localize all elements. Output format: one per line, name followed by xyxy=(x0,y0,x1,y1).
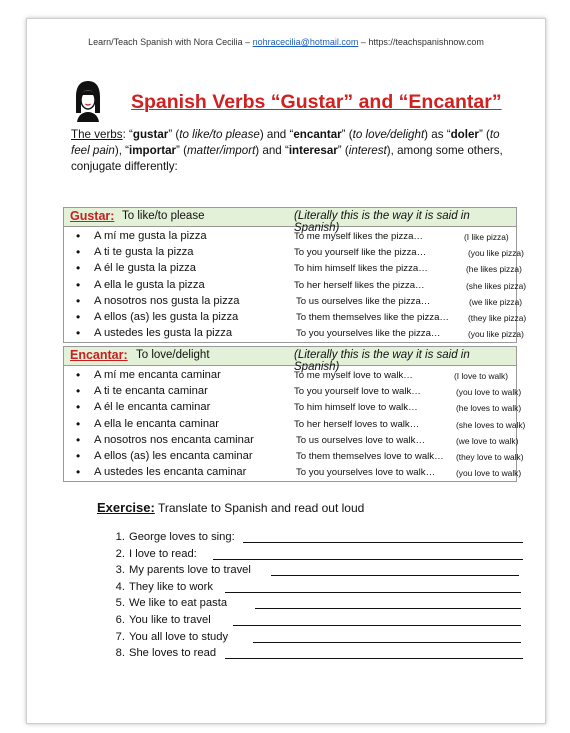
exercise-item xyxy=(113,581,533,598)
literal-translation: To her herself likes the pizza… xyxy=(294,279,425,291)
intro-text: ” ( xyxy=(341,128,353,141)
item-number: 4. xyxy=(115,580,125,593)
exercise-item xyxy=(113,548,533,565)
literal-note: (Literally this is the way it is said in Spanish) xyxy=(294,210,470,234)
verb-encantar: encantar xyxy=(293,128,342,141)
meaning-note: (he loves to walk) xyxy=(456,403,522,414)
spanish-sentence: A él le gusta la pizza xyxy=(94,262,196,275)
table-row xyxy=(64,400,522,416)
table-row xyxy=(64,416,526,433)
literal-translation: To you yourselves like the pizza… xyxy=(296,328,441,340)
table-row xyxy=(64,277,527,294)
encantar-meaning: To love/delight xyxy=(136,349,210,361)
answer-line[interactable] xyxy=(271,575,519,576)
table-row xyxy=(64,384,522,400)
intro-text: ), “ xyxy=(114,144,130,157)
gustar-meaning: To like/to please xyxy=(122,210,205,222)
meaning-note: (they love to walk) xyxy=(456,451,524,462)
title-row xyxy=(73,77,513,127)
intro-text: ” ( xyxy=(176,144,187,157)
literal-note: (Literally this is the way it is said in Spanish) xyxy=(294,349,470,373)
table-row xyxy=(64,309,527,326)
item-prompt: I love to read: xyxy=(129,547,197,560)
exercise-heading xyxy=(97,500,364,515)
literal-translation: To me myself love to walk… xyxy=(294,370,413,381)
spanish-sentence: A ellos (as) les gusta la pizza xyxy=(94,310,239,323)
table-row xyxy=(64,448,524,465)
literal-translation: To you yourselves love to walk… xyxy=(296,467,436,479)
item-prompt: My parents love to travel xyxy=(129,564,251,577)
item-number: 3. xyxy=(115,564,125,577)
exercise-item xyxy=(113,647,533,664)
table-row xyxy=(64,368,516,384)
item-number: 8. xyxy=(115,647,125,660)
meaning-note: (he likes pizza) xyxy=(466,264,522,275)
spanish-sentence: A ella le gusta la pizza xyxy=(94,278,205,291)
literal-translation: To you yourself like the pizza… xyxy=(294,247,427,259)
exercise-item xyxy=(113,614,533,631)
exercise-item xyxy=(113,531,533,548)
table-row xyxy=(64,261,522,277)
bullet-dot-icon: • xyxy=(76,326,81,341)
meaning-note: (you love to walk) xyxy=(456,468,522,479)
intro-text: ” ( xyxy=(478,128,490,141)
intro-text: ) and “ xyxy=(255,144,289,157)
exercise-item xyxy=(113,597,533,614)
spanish-sentence: A mí me encanta caminar xyxy=(94,369,221,381)
bullet-dot-icon: • xyxy=(76,400,81,415)
verb-gustar: gustar xyxy=(132,128,169,141)
spanish-sentence: A ustedes les encanta caminar xyxy=(94,466,247,479)
item-prompt: George loves to sing: xyxy=(129,531,235,543)
gustar-rows xyxy=(64,227,527,342)
header-prefix: Learn/Teach Spanish with Nora Cecilia – xyxy=(88,37,253,47)
intro-text: : “ xyxy=(122,128,133,141)
table-row xyxy=(64,326,524,342)
gustar-table-header xyxy=(64,208,516,234)
item-prompt: You like to travel xyxy=(129,613,211,626)
intro-text: ” ( xyxy=(337,144,349,157)
meaning-note: (you like pizza) xyxy=(468,248,524,259)
girl-face-icon xyxy=(73,79,103,123)
header-suffix: – https://teachspanishnow.com xyxy=(358,37,484,47)
table-row xyxy=(64,293,523,310)
literal-translation: To him himself likes the pizza… xyxy=(294,263,428,275)
meaning-note: (you like pizza) xyxy=(468,329,524,340)
verb-meaning: to like/to please xyxy=(179,128,260,141)
exercise-item xyxy=(113,564,533,581)
answer-line[interactable] xyxy=(233,625,521,626)
answer-line[interactable] xyxy=(225,658,523,659)
table-row xyxy=(64,465,522,481)
bullet-dot-icon: • xyxy=(76,309,81,324)
verb-importar: importar xyxy=(129,144,177,157)
meaning-note: (you love to walk) xyxy=(456,387,522,398)
spanish-sentence: A ella le encanta caminar xyxy=(94,417,220,430)
meaning-note: (they like pizza) xyxy=(468,312,527,323)
bullet-dot-icon: • xyxy=(76,277,81,292)
intro-text: ) and “ xyxy=(259,128,294,141)
bullet-dot-icon: • xyxy=(76,448,81,463)
meaning-note: (we like pizza) xyxy=(469,296,523,307)
email-link[interactable]: nohracecilia@hotmail.com xyxy=(252,37,359,47)
spanish-sentence: A nosotros nos encanta caminar xyxy=(94,433,254,446)
gustar-heading: Gustar: xyxy=(70,209,115,223)
intro-paragraph xyxy=(71,127,511,175)
encantar-rows xyxy=(64,366,526,481)
bullet-dot-icon: • xyxy=(76,261,81,276)
meaning-note: (I love to walk) xyxy=(454,371,508,381)
bullet-dot-icon: • xyxy=(76,229,81,243)
verb-meaning: matter/import xyxy=(187,144,256,157)
exercise-label: Exercise: xyxy=(97,500,155,515)
item-number: 7. xyxy=(115,630,125,643)
encantar-table-header xyxy=(64,347,516,373)
intro-lead: The verbs xyxy=(71,128,123,141)
answer-line[interactable] xyxy=(225,592,521,593)
literal-translation: To us ourselves like the pizza… xyxy=(296,295,431,307)
item-number: 1. xyxy=(115,531,125,543)
item-number: 2. xyxy=(115,547,125,560)
intro-text: ), among some others, conjugate differently: xyxy=(71,144,503,173)
item-prompt: She loves to read xyxy=(129,647,217,660)
literal-translation: To you yourself love to walk… xyxy=(294,386,421,398)
verb-meaning: to feel pain xyxy=(71,128,500,157)
bullet-dot-icon: • xyxy=(76,465,81,480)
meaning-note: (she loves to walk) xyxy=(456,419,526,430)
table-row xyxy=(64,245,524,261)
page-title: Spanish Verbs “Gustar” and “Encantar” xyxy=(131,91,502,113)
bullet-dot-icon: • xyxy=(76,293,81,308)
literal-translation: To her herself loves to walk… xyxy=(294,418,420,430)
spanish-sentence: A él le encanta caminar xyxy=(94,401,211,414)
intro-text: ” ( xyxy=(168,128,180,141)
meaning-note: (I like pizza) xyxy=(464,232,509,242)
literal-translation: To them themselves love to walk… xyxy=(296,450,444,462)
verb-interesar: interesar xyxy=(288,144,338,157)
item-prompt: They like to work xyxy=(129,580,213,593)
literal-translation: To him himself love to walk… xyxy=(294,402,418,414)
answer-line[interactable] xyxy=(255,608,521,609)
verb-doler: doler xyxy=(450,128,479,141)
table-row xyxy=(64,432,519,449)
spanish-sentence: A ustedes les gusta la pizza xyxy=(94,327,233,340)
exercise-item xyxy=(113,631,533,648)
table-row xyxy=(64,229,516,245)
bullet-dot-icon: • xyxy=(76,432,81,447)
literal-translation: To us ourselves love to walk… xyxy=(296,434,426,446)
verb-meaning: to love/delight xyxy=(352,128,425,141)
literal-translation: To them themselves like the pizza… xyxy=(296,311,450,323)
bullet-dot-icon: • xyxy=(76,384,81,399)
exercise-instruction: Translate to Spanish and read out loud xyxy=(154,501,365,515)
item-number: 6. xyxy=(115,613,125,626)
encantar-heading: Encantar: xyxy=(70,348,128,362)
spanish-sentence: A ellos (as) les encanta caminar xyxy=(94,449,253,462)
spanish-sentence: A ti te encanta caminar xyxy=(94,385,208,398)
page-header xyxy=(27,37,545,47)
bullet-dot-icon: • xyxy=(76,245,81,260)
meaning-note: (she likes pizza) xyxy=(466,280,527,291)
spanish-sentence: A nosotros nos gusta la pizza xyxy=(94,294,240,307)
gustar-table xyxy=(63,207,527,343)
encantar-table xyxy=(63,346,526,482)
item-number: 5. xyxy=(115,597,125,610)
answer-line[interactable] xyxy=(213,559,523,560)
literal-translation: To me myself likes the pizza… xyxy=(294,231,424,242)
verb-meaning: interest xyxy=(348,144,387,157)
bullet-dot-icon: • xyxy=(76,368,81,382)
spanish-sentence: A mí me gusta la pizza xyxy=(94,230,207,242)
intro-text: ) as “ xyxy=(424,128,451,141)
item-prompt: We like to eat pasta xyxy=(129,597,228,610)
answer-line[interactable] xyxy=(243,542,523,543)
answer-line[interactable] xyxy=(253,642,521,643)
exercise-list xyxy=(113,531,533,664)
spanish-sentence: A ti te gusta la pizza xyxy=(94,246,194,259)
bullet-dot-icon: • xyxy=(76,416,81,431)
meaning-note: (we love to walk) xyxy=(456,435,519,446)
item-prompt: You all love to study xyxy=(129,630,229,643)
worksheet-page xyxy=(26,18,546,724)
